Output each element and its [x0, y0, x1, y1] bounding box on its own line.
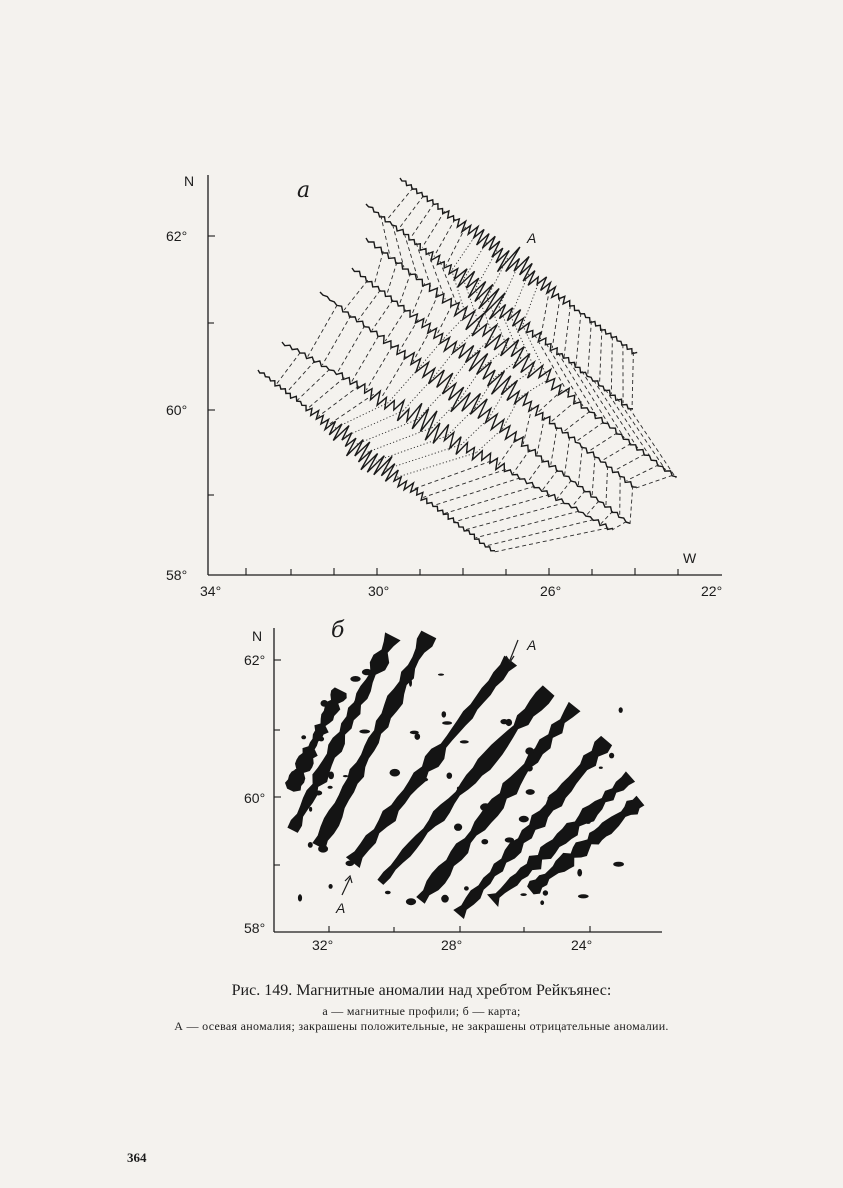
- page-number: 364: [127, 1150, 147, 1165]
- anomaly-speck: [464, 886, 469, 890]
- panel-b-lon-28: 28°: [441, 937, 463, 953]
- panel-a-north-label: N: [184, 173, 195, 189]
- anomaly-speck: [500, 719, 508, 724]
- correlation-line: [444, 486, 535, 513]
- anomaly-speck: [613, 862, 624, 867]
- profile-line: [400, 178, 637, 354]
- correlation-line: [528, 460, 544, 482]
- panel-b-lat-60: 60°: [244, 790, 266, 806]
- anomaly-speck: [298, 894, 302, 901]
- correlation-line: [620, 476, 621, 517]
- correlation-line: [611, 336, 612, 394]
- panel-a-magnetic-profiles: [166, 173, 722, 599]
- panel-a-lon-34: 34°: [200, 583, 222, 599]
- anomaly-speck: [578, 894, 589, 898]
- correlation-line: [551, 401, 576, 422]
- anomaly-speck: [309, 807, 312, 812]
- correlation-line: [413, 461, 491, 489]
- anomaly-speck: [362, 669, 372, 675]
- anomaly-speck: [442, 711, 447, 717]
- correlation-line: [486, 520, 594, 546]
- correlation-line: [563, 411, 590, 432]
- panel-b-lat-58: 58°: [244, 920, 266, 936]
- anomaly-speck: [609, 753, 614, 759]
- correlation-line: [572, 491, 586, 508]
- anomaly-speck: [447, 773, 453, 779]
- panel-b-anomaly-label-top: A: [527, 637, 537, 653]
- correlation-line: [627, 465, 659, 481]
- correlation-line: [617, 399, 666, 470]
- correlation-line: [437, 305, 452, 334]
- correlation-line: [564, 305, 570, 357]
- correlation-line: [345, 411, 404, 437]
- correlation-line: [308, 378, 345, 409]
- correlation-line: [399, 319, 418, 351]
- anomaly-speck: [441, 895, 449, 903]
- correlation-line: [425, 294, 439, 324]
- correlation-line: [605, 389, 652, 459]
- correlation-line: [308, 305, 338, 357]
- correlation-line: [403, 377, 434, 411]
- correlation-line: [322, 315, 351, 365]
- correlation-line: [629, 408, 676, 478]
- anomaly-speck: [457, 787, 460, 791]
- panel-a-ticks: [208, 236, 678, 575]
- panel-a-correlation-lines: [276, 188, 676, 552]
- correlation-line: [397, 453, 476, 478]
- correlation-line: [557, 480, 571, 499]
- correlation-line: [423, 469, 506, 497]
- panel-a-label: а: [297, 178, 311, 203]
- correlation-line: [372, 300, 393, 331]
- correlation-line: [632, 352, 633, 410]
- anomaly-speck: [505, 837, 514, 842]
- correlation-line: [523, 407, 532, 444]
- correlation-line: [399, 273, 411, 305]
- panel-a-lat-58: 58°: [166, 567, 188, 583]
- anomaly-speck: [548, 796, 555, 800]
- anomaly-speck: [525, 747, 534, 754]
- anomaly-speck: [481, 839, 488, 844]
- correlation-line: [578, 446, 582, 485]
- anomaly-speck: [528, 828, 532, 835]
- correlation-line: [452, 235, 476, 271]
- panel-b-lon-32: 32°: [312, 937, 334, 953]
- correlation-line: [455, 495, 550, 522]
- anomaly-speck: [526, 789, 535, 795]
- correlation-line: [355, 419, 418, 445]
- anomaly-speck: [390, 769, 401, 777]
- anomaly-speck: [480, 803, 491, 811]
- correlation-line: [576, 313, 581, 367]
- panel-a-lon-26: 26°: [540, 583, 562, 599]
- anomaly-speck: [409, 679, 412, 687]
- correlation-line: [582, 371, 625, 438]
- panel-b-north-label: N: [252, 628, 263, 644]
- correlation-line: [446, 227, 466, 266]
- anomaly-speck: [543, 890, 548, 895]
- anomaly-speck: [318, 737, 324, 742]
- anomaly-speck: [301, 735, 306, 739]
- correlation-line: [592, 456, 595, 495]
- anomaly-speck: [454, 824, 462, 831]
- correlation-line: [352, 336, 379, 382]
- correlation-line: [630, 486, 633, 524]
- correlation-line: [612, 521, 627, 530]
- correlation-line: [376, 436, 447, 461]
- correlation-line: [540, 290, 549, 340]
- anomaly-speck: [385, 891, 391, 894]
- correlation-line: [600, 329, 602, 385]
- correlation-line: [381, 356, 406, 398]
- profile-line: [282, 342, 613, 529]
- correlation-line: [318, 386, 359, 417]
- anomaly-speck: [599, 767, 603, 769]
- correlation-line: [434, 478, 521, 506]
- anomaly-speck: [358, 692, 362, 696]
- panel-b-lon-24: 24°: [571, 937, 593, 953]
- correlation-line: [434, 219, 455, 257]
- correlation-line: [537, 417, 545, 454]
- correlation-line: [523, 282, 539, 326]
- anomaly-speck: [294, 769, 298, 775]
- correlation-line: [519, 379, 548, 397]
- correlation-line: [535, 335, 570, 396]
- anomaly-speck: [328, 786, 333, 789]
- anomaly-speck: [308, 842, 313, 848]
- anomaly-speck: [321, 700, 329, 707]
- correlation-line: [589, 433, 618, 452]
- correlation-line: [513, 449, 530, 473]
- panel-a-lat-62: 62°: [166, 228, 188, 244]
- correlation-line: [462, 418, 489, 444]
- anomaly-speck: [540, 900, 544, 905]
- correlation-line: [542, 470, 557, 490]
- correlation-line: [413, 329, 431, 362]
- correlation-line: [476, 429, 502, 453]
- panel-b-label: б: [331, 618, 345, 643]
- correlation-line: [552, 297, 560, 348]
- correlation-line: [601, 511, 613, 524]
- anomaly-speck: [442, 721, 452, 725]
- correlation-line: [276, 352, 300, 384]
- correlation-line: [366, 428, 433, 453]
- correlation-line: [476, 511, 579, 538]
- anomaly-speck: [417, 777, 428, 781]
- anomaly-speck: [619, 707, 623, 713]
- anomaly-speck: [526, 765, 533, 771]
- panel-a-profile-lines: [258, 178, 677, 551]
- panel-b-anomaly-stripes: [285, 631, 644, 919]
- panel-a-anomaly-label: A: [527, 230, 537, 246]
- correlation-line: [601, 443, 631, 461]
- anomaly-speck: [354, 700, 359, 705]
- anomaly-speck: [359, 730, 370, 734]
- panel-b-anomaly-label-bottom: A: [336, 900, 346, 916]
- correlation-line: [499, 266, 518, 307]
- anomaly-speck: [585, 820, 590, 824]
- anomaly-speck: [520, 893, 526, 896]
- anomaly-speck: [350, 676, 360, 682]
- correlation-line: [344, 280, 368, 310]
- panel-a-lon-22: 22°: [701, 583, 723, 599]
- anomaly-speck: [540, 810, 544, 816]
- anomaly-speck: [346, 861, 355, 867]
- correlation-line: [287, 361, 315, 392]
- caption-line-2: А — осевая аномалия; закрашены положительные, не закрашены отрицательные аномалии.: [174, 1019, 669, 1033]
- correlation-line: [576, 422, 604, 442]
- correlation-line: [586, 501, 599, 516]
- profile-line: [258, 370, 495, 551]
- correlation-line: [358, 290, 381, 320]
- anomaly-speck: [426, 825, 433, 831]
- anomaly-speck: [343, 775, 348, 777]
- panel-b-lat-62: 62°: [244, 652, 266, 668]
- correlation-line: [551, 427, 557, 465]
- correlation-line: [374, 251, 383, 285]
- correlation-line: [385, 310, 405, 341]
- correlation-line: [588, 321, 592, 376]
- correlation-line: [297, 369, 329, 400]
- anomaly-speck: [511, 851, 516, 857]
- correlation-line: [565, 437, 570, 475]
- correlation-line: [412, 283, 425, 314]
- correlation-line: [387, 262, 397, 295]
- correlation-line: [594, 380, 639, 449]
- correlation-line: [366, 346, 392, 390]
- anomaly-speck: [577, 869, 582, 877]
- correlation-line: [614, 454, 645, 471]
- anomaly-speck: [438, 674, 444, 676]
- panel-a-lon-30: 30°: [368, 583, 390, 599]
- anomaly-speck: [455, 847, 466, 850]
- anomaly-speck: [318, 845, 328, 852]
- panel-a-west-label: W: [683, 550, 697, 566]
- anomaly-speck: [329, 884, 333, 889]
- correlation-line: [606, 466, 608, 506]
- anomaly-speck: [314, 791, 322, 796]
- correlation-line: [465, 503, 564, 530]
- panel-b-anomaly-map: [244, 618, 662, 953]
- anomaly-speck: [519, 816, 529, 823]
- anomaly-speck: [460, 740, 469, 743]
- caption-line-1: а — магнитные профили; б — карта;: [322, 1004, 521, 1018]
- anomaly-speck: [415, 733, 421, 740]
- panel-a-lat-60: 60°: [166, 402, 188, 418]
- caption-title: Рис. 149. Магнитные аномалии над хребтом Рейкъянес:: [231, 982, 612, 999]
- anomaly-speck: [328, 772, 334, 780]
- correlation-line: [636, 475, 673, 488]
- anomaly-speck: [406, 898, 416, 905]
